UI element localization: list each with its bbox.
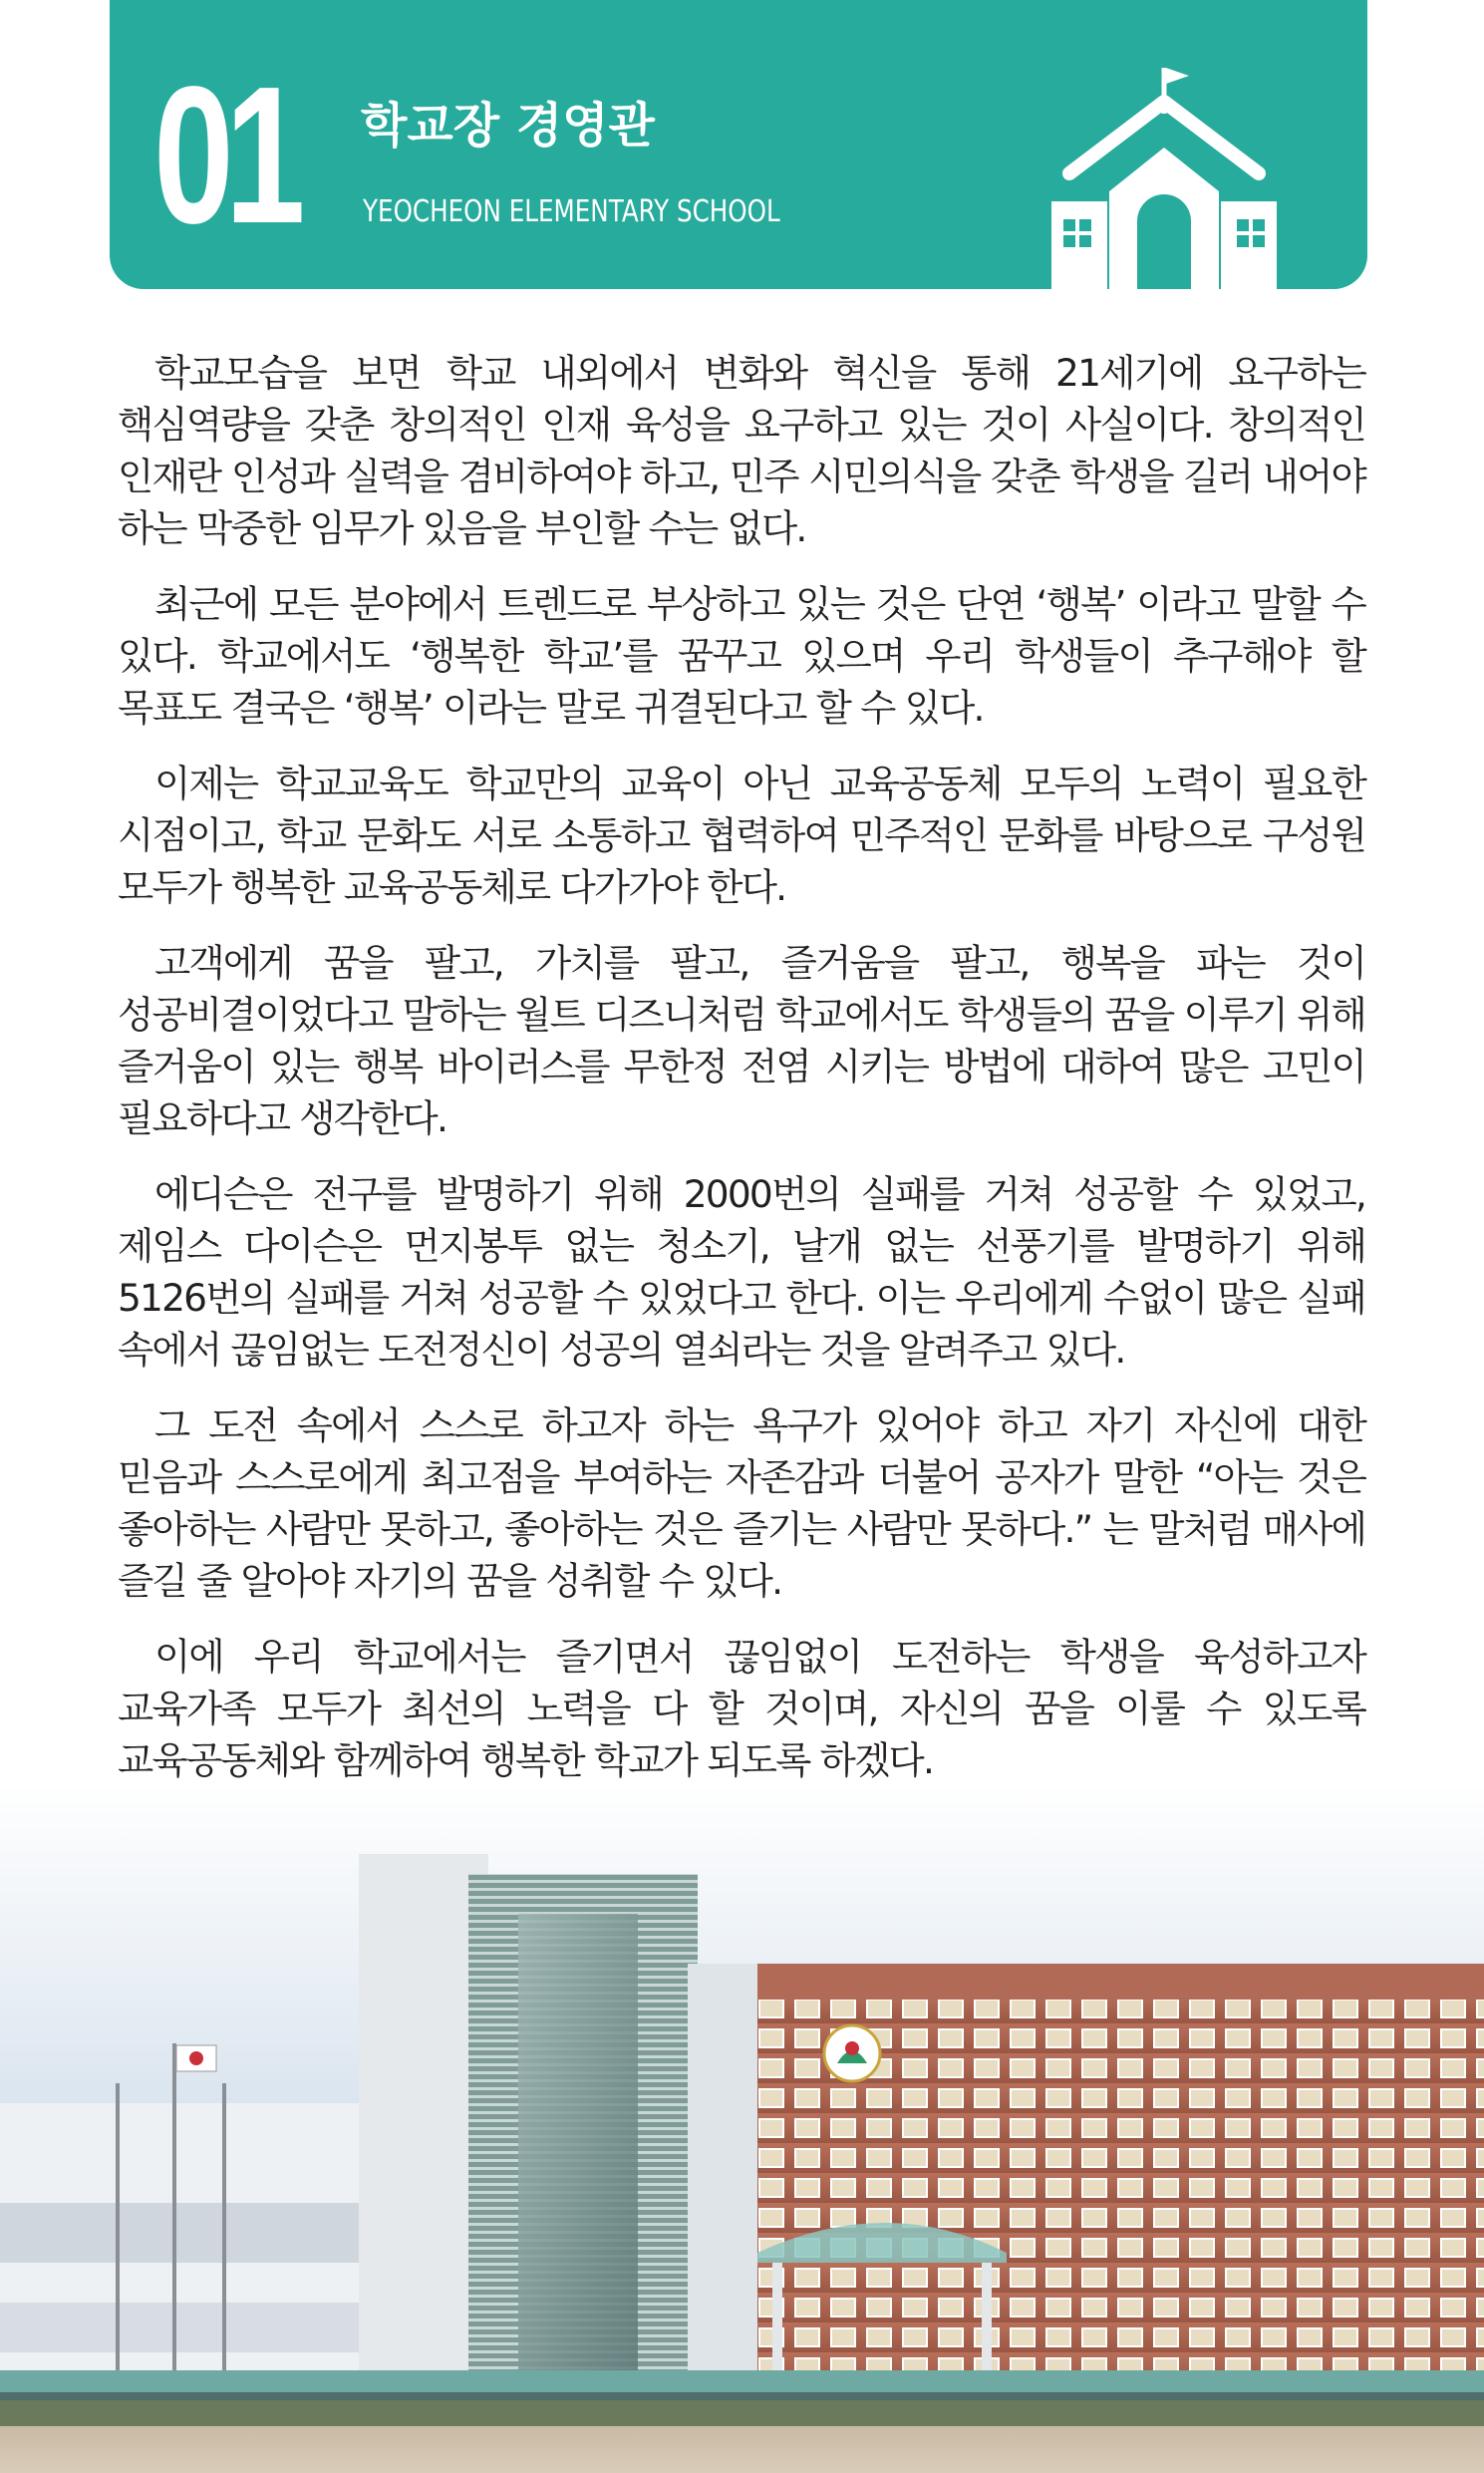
paragraph: 이에 우리 학교에서는 즐기면서 끊임없이 도전하는 학생을 육성하고자 교육가족 모두가 최선의 노력을 다 할 것이며, 자신의 꿈을 이룰 수 있도록 교육공동체와 함께하여 행복한 학교가 되도록 하겠다.	[118, 1635, 1365, 1782]
paragraph: 그 도전 속에서 스스로 하고자 하는 욕구가 있어야 하고 자기 자신에 대한 믿음과 스스로에게 최고점을 부여하는 자존감과 더불어 공자가 말한 “아는 것은 좋아하는 사람만 못하고, 좋아하는 것은 즐기는 사람만 못하다.” 는 말처럼 매사에 즐길 줄 알아야 자기의 꿈을 성취할 수 있다.	[118, 1403, 1365, 1603]
section-title: 학교장 경영관	[361, 98, 655, 154]
section-subtitle: YEOCHEON ELEMENTARY SCHOOL	[363, 194, 780, 229]
school-building-icon	[1051, 62, 1277, 289]
paragraph: 고객에게 꿈을 팔고, 가치를 팔고, 즐거움을 팔고, 행복을 파는 것이 성공비결이었다고 말하는 월트 디즈니처럼 학교에서도 학생들의 꿈을 이루기 위해 즐거움이 있는 행복 바이러스를 무한정 전염 시키는 방법에 대하여 많은 고민이 필요하다고 생각한다.	[118, 941, 1365, 1140]
section-number: 01	[153, 46, 297, 264]
school-building-photo	[0, 1784, 1484, 2473]
paragraph: 이제는 학교교육도 학교만의 교육이 아닌 교육공동체 모두의 노력이 필요한 시점이고, 학교 문화도 서로 소통하고 협력하여 민주적인 문화를 바탕으로 구성원 모두가 행복한 교육공동체로 다가가야 한다.	[118, 762, 1365, 909]
section-header	[110, 0, 1367, 289]
paragraph: 학교모습을 보면 학교 내외에서 변화와 혁신을 통해 21세기에 요구하는 핵심역량을 갖춘 창의적인 인재 육성을 요구하고 있는 것이 사실이다. 창의적인 인재란 인성과 실력을 겸비하여야 하고, 민주 시민의식을 갖춘 학생을 길러 내어야 하는 막중한 임무가 있음을 부인할 수는 없다.	[118, 351, 1365, 550]
body-text	[118, 347, 1365, 1810]
paragraph: 에디슨은 전구를 발명하기 위해 2000번의 실패를 거쳐 성공할 수 있었고, 제임스 다이슨은 먼지봉투 없는 청소기, 날개 없는 선풍기를 발명하기 위해 5126번의 실패를 거쳐 성공할 수 있었다고 한다. 이는 우리에게 수없이 많은 실패 속에서 끊임없는 도전정신이 성공의 열쇠라는 것을 알려주고 있다.	[118, 1172, 1365, 1372]
paragraph: 최근에 모든 분야에서 트렌드로 부상하고 있는 것은 단연 ‘행복’ 이라고 말할 수 있다. 학교에서도 ‘행복한 학교’를 꿈꾸고 있으며 우리 학생들이 추구해야 할 목표도 결국은 ‘행복’ 이라는 말로 귀결된다고 할 수 있다.	[118, 582, 1365, 730]
